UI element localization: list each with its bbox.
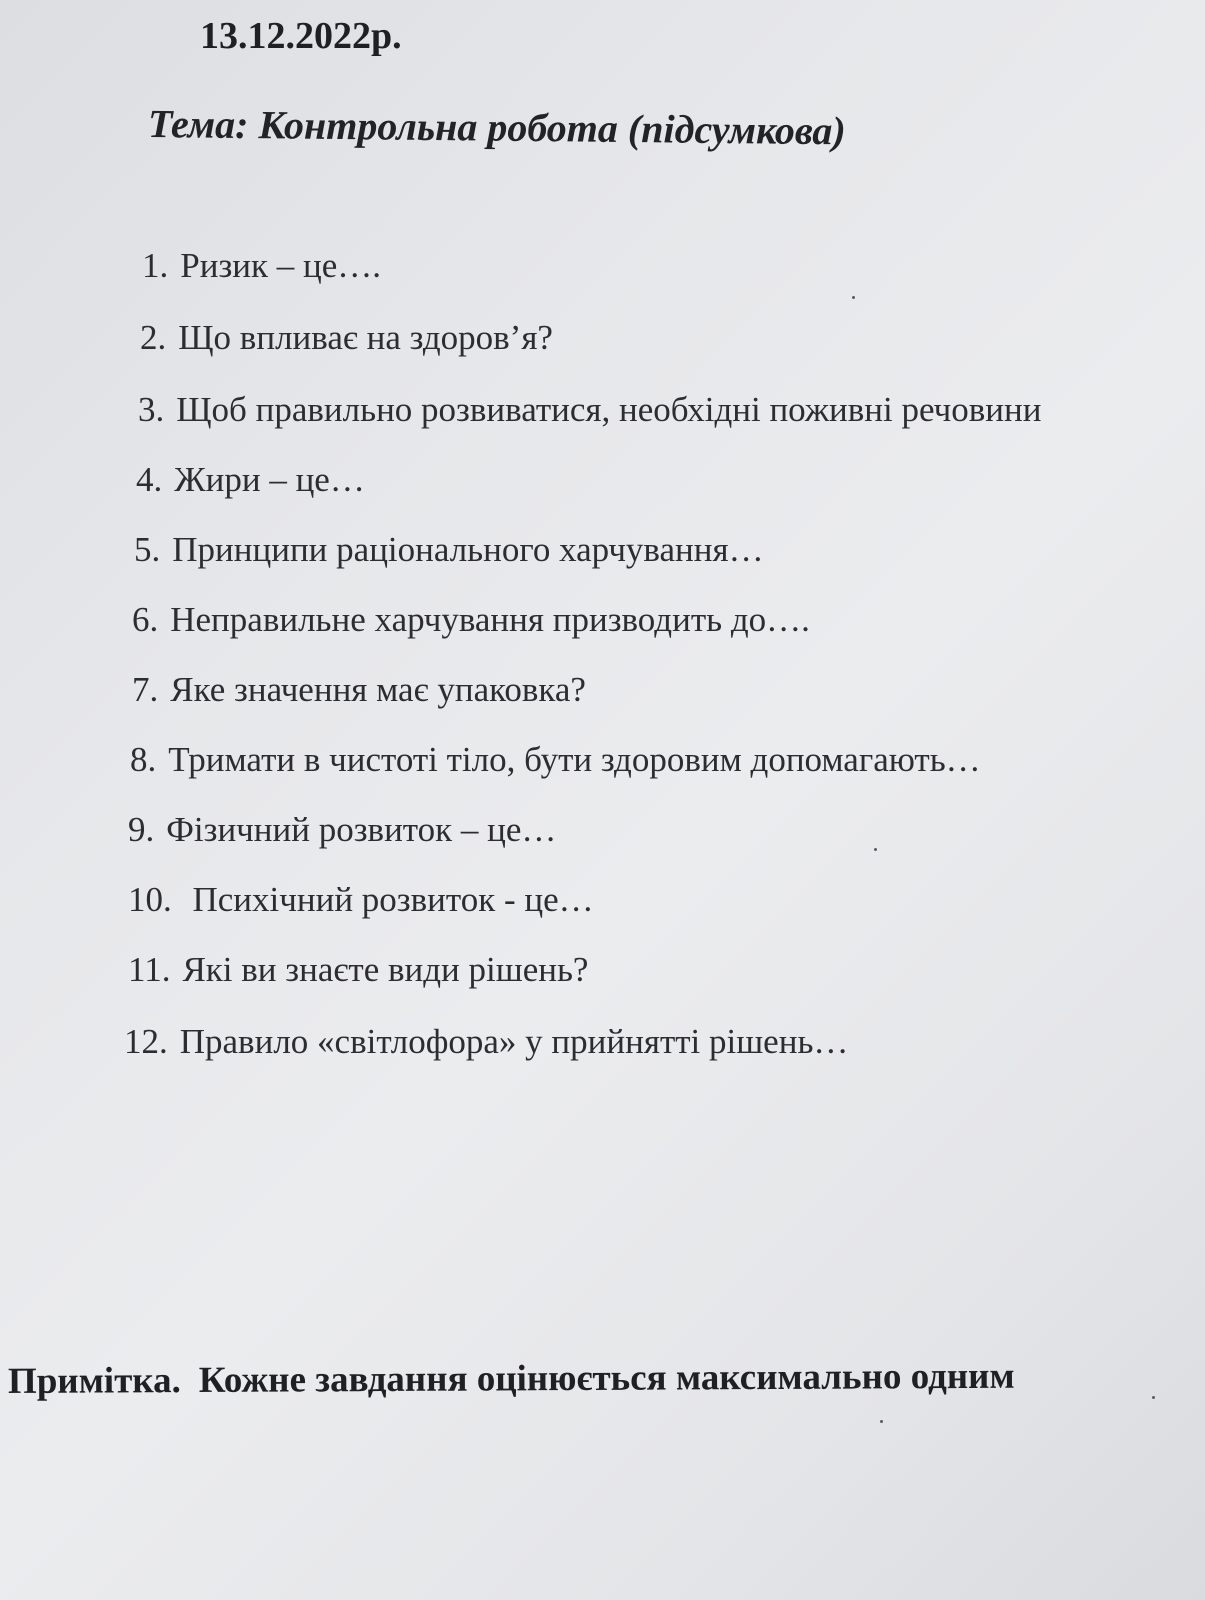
question-text: Психічний розвиток - це… — [183, 880, 594, 919]
question-text: Неправильне харчування призводить до…. — [170, 600, 810, 639]
question-text: Щоб правильно розвиватися, необхідні поживні речовини — [176, 390, 1042, 429]
paper-speck — [874, 848, 877, 851]
note-line — [8, 1354, 1198, 1403]
question-text: Яке значення має упаковка? — [170, 670, 586, 709]
question-item — [124, 1022, 1202, 1062]
question-number: 7. — [132, 670, 159, 709]
question-number: 3. — [138, 390, 165, 429]
question-number: 6. — [132, 600, 159, 639]
document-date: 13.12.2022р. — [200, 15, 402, 57]
question-item — [132, 600, 1202, 640]
question-number: 10. — [128, 880, 172, 919]
question-number: 2. — [140, 318, 167, 357]
question-number: 8. — [130, 740, 157, 779]
question-item — [128, 950, 1202, 990]
question-item — [134, 530, 1202, 570]
question-text: Принципи раціонального харчування… — [172, 530, 764, 569]
document-topic: Тема: Контрольна робота (підсумкова) — [147, 101, 846, 154]
note-label: Примітка. — [7, 1360, 181, 1402]
question-item — [132, 670, 1202, 710]
question-number: 5. — [134, 530, 161, 569]
question-item — [128, 810, 1202, 850]
question-item — [128, 880, 1202, 920]
question-item — [136, 460, 1202, 500]
question-number: 11. — [128, 950, 171, 989]
question-item — [138, 390, 1204, 430]
question-item — [140, 318, 1202, 358]
paper-speck — [1152, 1396, 1155, 1399]
paper-speck — [852, 296, 855, 299]
note-text: Кожне завдання оцінюється максимально одним — [198, 1355, 1015, 1402]
question-text: Жири – це… — [174, 460, 365, 499]
paper-speck — [880, 1420, 883, 1423]
question-number: 12. — [124, 1022, 168, 1061]
question-item — [130, 740, 1202, 780]
question-number: 9. — [128, 810, 155, 849]
question-number: 1. — [142, 246, 169, 285]
question-text: Правило «світлофора» у прийнятті рішень… — [179, 1022, 849, 1061]
question-number: 4. — [136, 460, 163, 499]
question-item — [142, 246, 1202, 286]
question-text: Які ви знаєте види рішень? — [182, 950, 589, 989]
question-text: Фізичний розвиток – це… — [166, 810, 557, 849]
question-text: Тримати в чистоті тіло, бути здоровим допомагають… — [168, 740, 981, 779]
question-text: Ризик – це…. — [180, 246, 382, 285]
question-text: Що впливає на здоров’я? — [178, 318, 553, 357]
